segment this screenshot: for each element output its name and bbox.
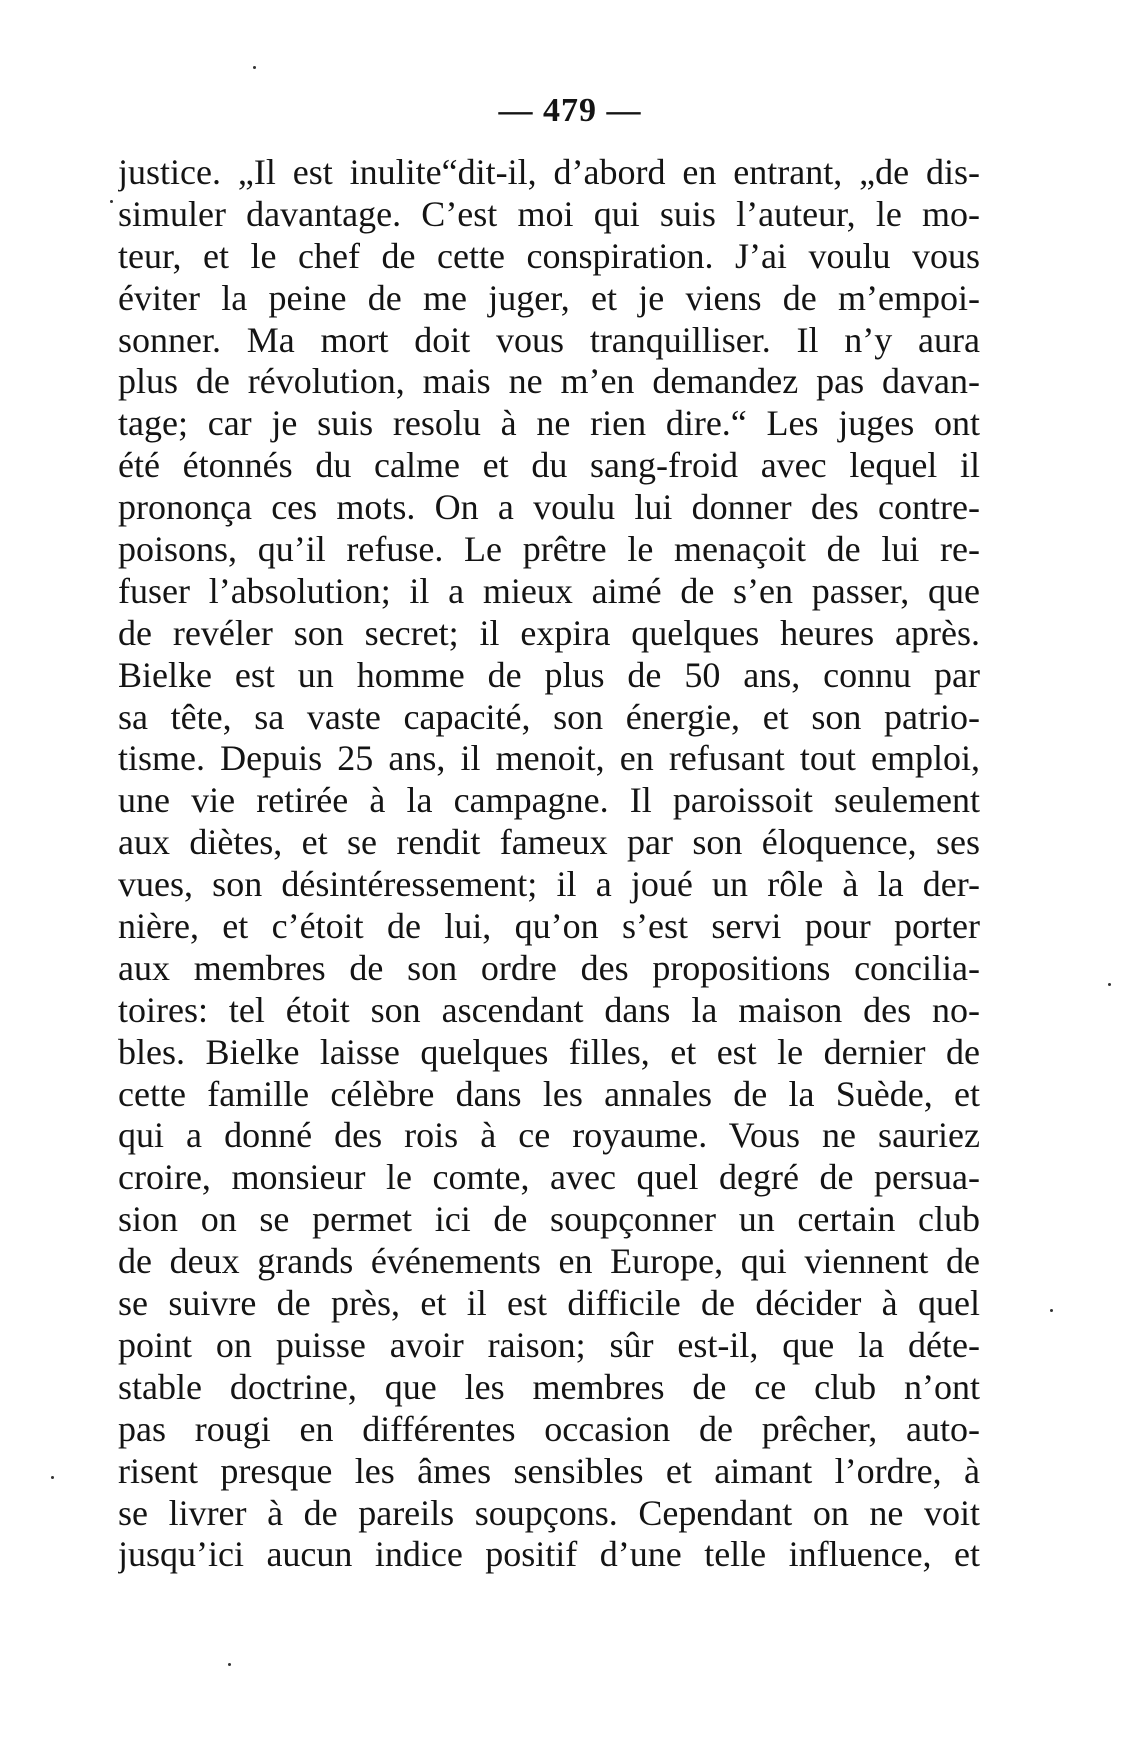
print-speck [253, 66, 256, 69]
print-speck [1050, 1309, 1053, 1312]
text-line: tisme. Depuis 25 ans, il menoit, en refusant tout emploi, [118, 738, 980, 779]
text-line: fuser l’absolution; il a mieux aimé de s’en passer, que [118, 570, 980, 611]
text-line: sion on se permet ici de soupçonner un certain club [118, 1199, 980, 1240]
text-line: teur, et le chef de cette conspiration. J’ai voulu vous [118, 235, 980, 276]
text-line: se suivre de près, et il est difficile de décider à quel [118, 1283, 980, 1324]
text-line: cette famille célèbre dans les annales de la Suède, et [118, 1073, 980, 1114]
body-text [118, 152, 980, 1576]
text-line: plus de révolution, mais ne m’en demandez pas davan- [118, 361, 980, 402]
text-line: aux diètes, et se rendit fameux par son éloquence, ses [118, 822, 980, 863]
text-line: poisons, qu’il refuse. Le prêtre le menaçoit de lui re- [118, 529, 980, 570]
text-line: de revéler son secret; il expira quelques heures après. [118, 612, 980, 653]
print-speck [228, 1663, 231, 1666]
text-line: Bielke est un homme de plus de 50 ans, connu par [118, 654, 980, 695]
page-number: — 479 — [498, 92, 642, 129]
text-line: éviter la peine de me juger, et je viens de m’empoi- [118, 277, 980, 318]
text-line: sa tête, sa vaste capacité, son énergie, et son patrio- [118, 696, 980, 737]
text-line: bles. Bielke laisse quelques filles, et est le dernier de [118, 1031, 980, 1072]
text-line: croire, monsieur le comte, avec quel degré de persua- [118, 1157, 980, 1198]
text-line: justice. „Il est inulite“dit-il, d’abord en entrant, „de dis- [118, 152, 980, 192]
text-line: risent presque les âmes sensibles et aimant l’ordre, à [118, 1450, 980, 1491]
print-speck [51, 1476, 54, 1479]
text-line: point on puisse avoir raison; sûr est-il, que la déte- [118, 1324, 980, 1365]
text-line: se livrer à de pareils soupçons. Cependant on ne voit [118, 1492, 980, 1533]
text-line: de deux grands événements en Europe, qui viennent de [118, 1241, 980, 1282]
text-line: été étonnés du calme et du sang-froid avec lequel il [118, 445, 980, 486]
text-line: tage; car je suis resolu à ne rien dire.“ Les juges ont [118, 403, 980, 444]
text-line: qui a donné des rois à ce royaume. Vous ne sauriez [118, 1115, 980, 1156]
text-line: stable doctrine, que les membres de ce club n’ont [118, 1366, 980, 1407]
print-speck [1108, 983, 1111, 986]
print-speck [110, 200, 113, 203]
text-line: aux membres de son ordre des propositions concilia- [118, 947, 980, 988]
text-line: une vie retirée à la campagne. Il paroissoit seulement [118, 780, 980, 821]
text-line: vues, son désintéressement; il a joué un rôle à la der- [118, 864, 980, 905]
text-line: nière, et c’étoit de lui, qu’on s’est servi pour porter [118, 906, 980, 947]
text-line: toires: tel étoit son ascendant dans la maison des no- [118, 989, 980, 1030]
text-line: jusqu’ici aucun indice positif d’une telle influence, et [118, 1534, 980, 1575]
text-line: prononça ces mots. On a voulu lui donner des contre- [118, 487, 980, 528]
text-line: simuler davantage. C’est moi qui suis l’auteur, le mo- [118, 193, 980, 234]
text-line: sonner. Ma mort doit vous tranquilliser. Il n’y aura [118, 319, 980, 360]
text-line: pas rougi en différentes occasion de prêcher, auto- [118, 1408, 980, 1449]
